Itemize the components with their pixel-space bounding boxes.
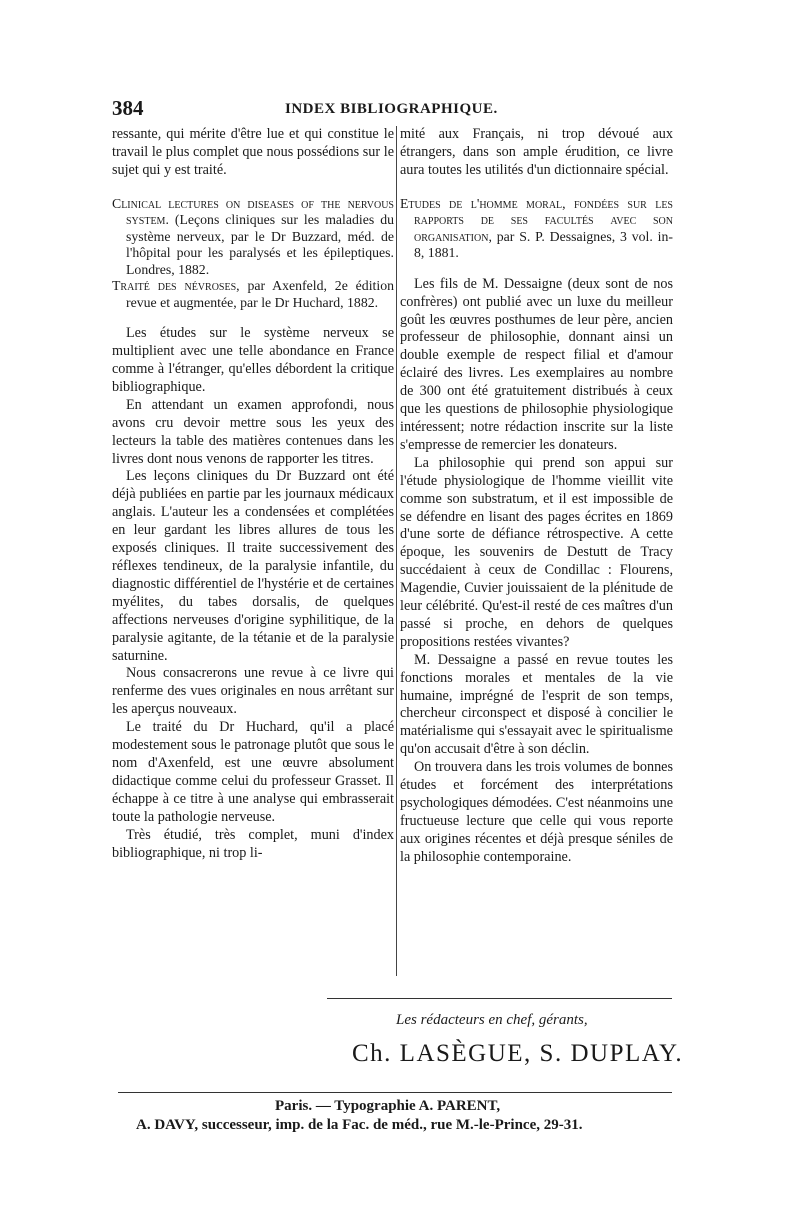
printer-line-1: Paris. — Typographie A. PARENT, (275, 1098, 501, 1114)
left-paragraph-4: Les leçons cliniques du Dr Buzzard ont été déjà publiées en partie par les journaux médicaux anglais. L'auteur les a condensées et complétées en leur gardant les libres allures de tous les exposés cliniques. Il traite successivement des réflexes tendineux, de la paralysie infantile, du diagnostic différentiel de l'hystérie et de certaines myélites, du tabes dorsalis, de quelques affections nerveuses d'origine syphilitique, de la paralysie agitante, de la tétanie et de la paralysie saturnine. (112, 468, 394, 664)
left-paragraph-1: ressante, qui mérite d'être lue et qui constitue le travail le plus complet que nous possédions sur le sujet qui y est traité. (112, 126, 394, 178)
right-paragraph-2: Les fils de M. Dessaigne (deux sont de nos confrères) ont publié avec un luxe du meilleur goût les œuvres posthumes de leur père, ancien professeur de philosophie, donnant ainsi un double exemple de respect filial et d'amour éclairé des livres. Les exemplaires au nombre de 300 ont été gratuitement distribués à ceux que les questions de philosophie physiologique intéressent; notre rédaction inscrite sur la liste s'empresse de remercier les donateurs. (400, 275, 673, 453)
entry-details: (Leçons cliniques sur les maladies du système nerveux, par le Dr Buzzard, méd. de l'hôpital pour les paralysés et les épileptiques. Londres, 1882. (126, 212, 394, 277)
left-paragraph-6: Le traité du Dr Huchard, qu'il a placé modestement sous le patronage plutôt que sous le nom d'Axenfeld, est une œuvre absolument didactique comme celui du professeur Grasset. Il échappe à ce titre à une analyse qui embrasserait toute la pathologie nerveuse. (112, 719, 394, 825)
editors-names: Ch. LASÈGUE, S. DUPLAY. (352, 1040, 684, 1067)
entry-title: Etudes de l'homme moral, fondées sur les rapports de ses facultés avec son organisation, (400, 195, 673, 244)
bibliography-entry-dessaignes (400, 196, 673, 262)
printer-line-2: A. DAVY, successeur, imp. de la Fac. de méd., rue M.-le-Prince, 29-31. (136, 1117, 583, 1133)
right-paragraph-3: La philosophie qui prend son appui sur l'étude physiologique de l'homme vieillit vite comme son substratum, et il est impossible de se défendre en lisant des pages écrites en 1869 d'une sorte de défiance rétrospective. A cette époque, les souvenirs de Destutt de Tracy succédaient à ceux de Condillac : Flourens, Magendie, Cuvier jouissaient de la plénitude de leur célébrité. Qu'est-il resté de ces maîtres d'un passé si proche, en dehors de quelques propositions restées vivantes? (400, 454, 673, 650)
right-paragraph-4: M. Dessaigne a passé en revue toutes les fonctions morales et mentales de la vie humaine, imprégné de l'esprit de son temps, chercheur circonspect et disposé à concilier le matérialisme qui s'essayait avec le spiritualisme qu'on accusait d'être à son déclin. (400, 651, 673, 758)
entry-details: par Axenfeld, 2e édition revue et augmentée, par le Dr Huchard, 1882. (126, 278, 394, 310)
right-paragraph-5: On trouvera dans les trois volumes de bonnes études et forcément des interprétations psychologiques démodées. C'est néanmoins une fructueuse lecture que celle qui vous reporte aux origines récentes et déjà presque séniles de la philosophie contemporaine. (400, 759, 673, 865)
right-column (400, 126, 673, 867)
left-paragraph-3: En attendant un examen approfondi, nous avons cru devoir mettre sous les yeux des lecteurs la table des matières contenues dans les livres dont nous venons de rapporter les titres. (112, 396, 394, 467)
running-title: INDEX BIBLIOGRAPHIQUE. (285, 101, 498, 117)
column-divider (396, 126, 397, 976)
editors-label: Les rédacteurs en chef, gérants, (396, 1012, 588, 1028)
entry-details: par S. P. Dessaignes, 3 vol. in-8, 1881. (414, 228, 673, 261)
left-paragraph-5: Nous consacrerons une revue à ce livre qui renferme des vues originales en nous arrêtant sur les aperçus nouveaux. (112, 665, 394, 718)
right-paragraph-1: mité aux Français, ni trop dévoué aux étrangers, dans son ample érudition, ce livre aura toutes les utilités d'un dictionnaire spécial. (400, 126, 673, 178)
page-number: 384 (112, 96, 144, 120)
bibliography-entry-axenfeld (112, 278, 394, 311)
bibliography-entry-buzzard (112, 196, 394, 279)
printer-divider (118, 1092, 672, 1093)
entry-title: Traité des névroses, (112, 278, 240, 294)
two-column-body (112, 126, 672, 976)
left-column (112, 126, 394, 862)
left-paragraph-2: Les études sur le système nerveux se multiplient avec une telle abondance en France comme à l'étranger, qu'elles débordent la critique bibliographique. (112, 325, 394, 395)
entry-title: Clinical lectures on diseases of the nervous system. (112, 195, 394, 228)
left-paragraph-7: Très étudié, très complet, muni d'index bibliographique, ni trop li- (112, 826, 394, 861)
footer-divider (327, 998, 672, 999)
